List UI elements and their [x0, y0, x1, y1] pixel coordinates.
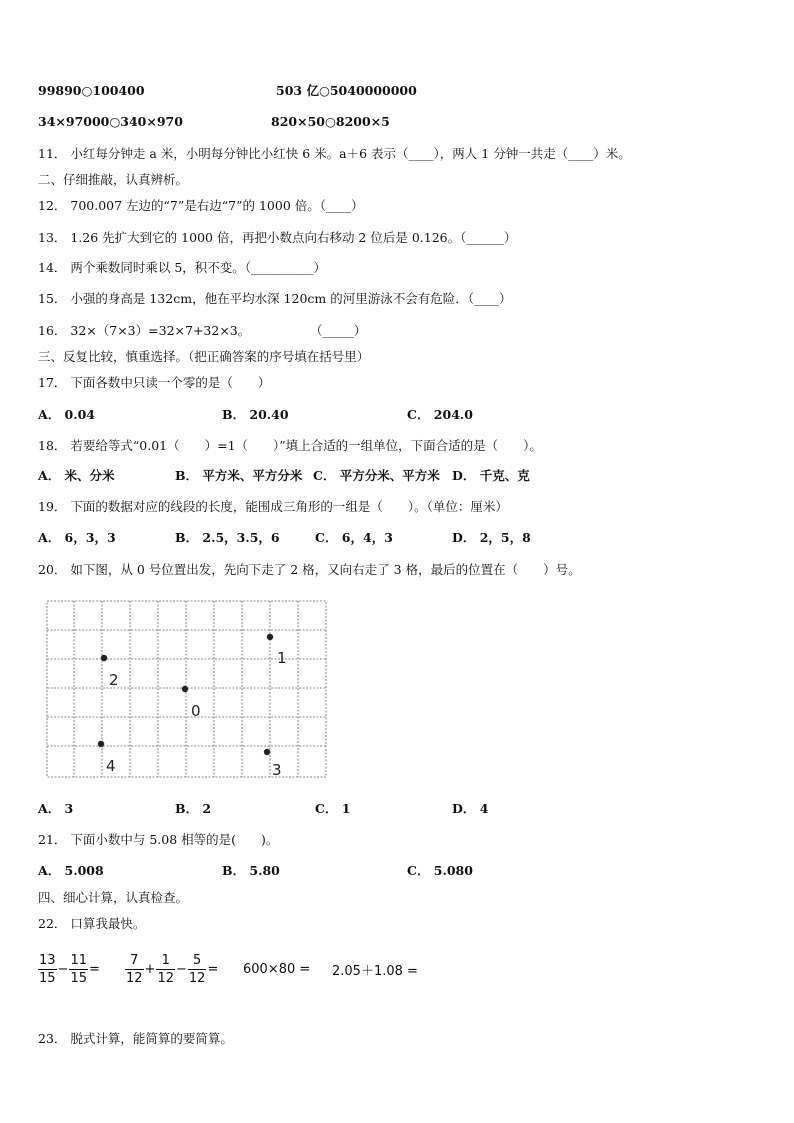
- q19-option-d: D． 2，5，8: [452, 530, 531, 545]
- fraction: $\frac{1}{12}$: [157, 952, 174, 986]
- q21-option-a: A． 5.008: [38, 863, 104, 878]
- compare-c: 34×97000○340×970: [38, 114, 183, 129]
- fraction: $\frac{11}{15}$: [70, 952, 87, 986]
- calc-expression-1: $\frac{13}{15}$ − $\frac{11}{15}$ =: [39, 952, 100, 986]
- compare-d: 820×50○8200×5: [271, 114, 390, 129]
- fraction: $\frac{13}{15}$: [39, 952, 56, 986]
- q19-option-b: B． 2.5，3.5，6: [175, 530, 280, 545]
- q17-option-b: B． 20.40: [222, 407, 289, 422]
- calc-expression-3: 600×80 =: [243, 961, 311, 977]
- question-22: 22． 口算我最快。: [38, 916, 146, 931]
- grid-point-0: [182, 686, 188, 692]
- question-19: 19． 下面的数据对应的线段的长度，能围成三角形的一组是（ ）。（单位：厘米）: [38, 499, 508, 514]
- section-3-heading: 三、反复比较，慎重选择。（把正确答案的序号填在括号里）: [38, 349, 370, 364]
- question-14: 14． 两个乘数同时乘以 5，积不变。（__________）: [38, 260, 327, 275]
- question-12: 12． 700.007 左边的“7”是右边“7”的 1000 倍。（____）: [38, 198, 364, 213]
- grid-label-2: 2: [109, 671, 119, 689]
- fraction: $\frac{5}{12}$: [188, 952, 206, 986]
- q17-option-a: A． 0.04: [38, 407, 95, 422]
- question-21: 21． 下面小数中与 5.08 相等的是( )。: [38, 832, 279, 847]
- question-11: 11． 小红每分钟走 a 米，小明每分钟比小红快 6 米。a＋6 表示（____），两人 1 分钟一共走（____）米。: [38, 146, 631, 161]
- q18-option-d: D． 千克、克: [452, 468, 530, 483]
- grid-label-4: 4: [106, 757, 116, 775]
- grid-label-3: 3: [272, 761, 282, 779]
- q19-option-a: A． 6，3，3: [38, 530, 116, 545]
- q18-option-b: B． 平方米、平方分米: [175, 468, 303, 483]
- question-17: 17． 下面各数中只读一个零的是（ ）: [38, 375, 271, 390]
- q20-option-b: B． 2: [175, 801, 212, 816]
- q19-option-c: C． 6，4，3: [315, 530, 393, 545]
- q18-option-c: C． 平方分米、平方米: [313, 468, 440, 483]
- section-2-heading: 二、仔细推敲，认真辨析。: [38, 172, 189, 187]
- grid-point-3: [264, 749, 270, 755]
- fraction: $\frac{7}{12}$: [126, 952, 143, 986]
- position-grid-figure: [46, 600, 328, 780]
- q20-option-d: D． 4: [452, 801, 489, 816]
- q17-option-c: C． 204.0: [407, 407, 473, 422]
- grid-label-1: 1: [277, 649, 287, 667]
- question-16: 16． 32×（7×3）=32×7+32×3。: [38, 323, 251, 338]
- section-4-heading: 四、细心计算，认真检查。: [38, 890, 189, 905]
- grid-label-0: 0: [191, 702, 201, 720]
- question-15: 15． 小强的身高是 132cm，他在平均水深 120cm 的河里游泳不会有危险．（____）: [38, 291, 512, 306]
- q18-option-a: A． 米、分米: [38, 468, 115, 483]
- question-13: 13． 1.26 先扩大到它的 1000 倍，再把小数点向右移动 2 位后是 0.126。（______）: [38, 230, 517, 245]
- grid-point-2: [101, 655, 107, 661]
- q21-option-c: C． 5.080: [407, 863, 473, 878]
- grid-point-4: [98, 741, 104, 747]
- question-20: 20． 如下图，从 0 号位置出发，先向下走了 2 格，又向右走了 3 格，最后的位置在（ ）号。: [38, 562, 581, 577]
- question-18: 18． 若要给等式“0.01（ ）=1（ ）”填上合适的一组单位，下面合适的是（ ）。: [38, 438, 542, 453]
- calc-expression-2: $\frac{7}{12}$ + $\frac{1}{12}$ − $\frac{5}{12}$ =: [126, 952, 219, 986]
- q21-option-b: B． 5.80: [222, 863, 280, 878]
- question-16-blank: （_____）: [310, 323, 367, 338]
- q20-option-c: C． 1: [315, 801, 351, 816]
- q20-option-a: A． 3: [38, 801, 74, 816]
- question-23: 23． 脱式计算，能简算的要简算。: [38, 1031, 233, 1046]
- compare-a: 99890○100400: [38, 83, 145, 98]
- grid-point-1: [267, 634, 273, 640]
- calc-expression-4: 2.05＋1.08 =: [332, 963, 418, 979]
- compare-b: 503 亿○5040000000: [276, 83, 417, 98]
